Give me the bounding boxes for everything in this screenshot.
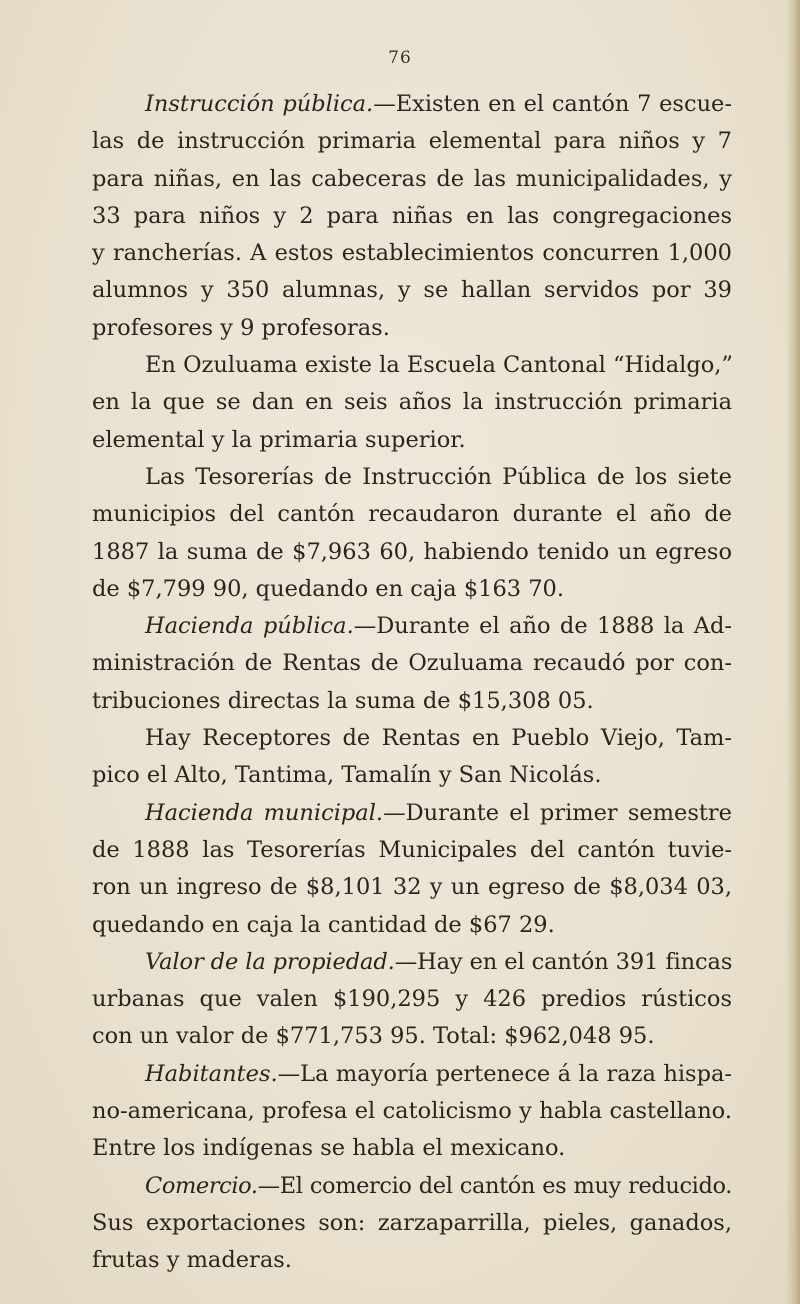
line-text: ron un ingreso de $8,101 32 y un egreso de $8,034 03, [92,874,732,901]
text-line [92,534,732,571]
line-text: 1887 la suma de $7,963 60, habiendo tenido un egreso [92,538,732,565]
line-text: —Durante el primer semestre [383,799,732,826]
text-line [92,1018,732,1055]
text-line [92,1242,732,1279]
section-heading: Habitantes. [145,1060,278,1087]
text-line [92,310,732,347]
page-number: 76 [388,48,412,68]
line-text: de 1888 las Tesorerías Municipales del cantón tuvie- [92,836,732,863]
text-line [92,832,732,869]
text-line [92,1056,732,1093]
text-line [92,86,732,123]
section-heading: Valor de la propiedad. [145,948,395,975]
line-text: profesores y 9 profesoras. [92,314,390,341]
line-text: frutas y maderas. [92,1247,292,1274]
text-line [92,235,732,272]
line-text: —La mayoría pertenece á la raza hispa- [277,1060,732,1087]
text-line [92,459,732,496]
line-text: municipios del cantón recaudaron durante el año de [92,501,732,528]
text-line [92,123,732,160]
section-heading: Hacienda pública. [145,613,354,640]
line-text: alumnos y 350 alumnas, y se hallan servidos por 39 [92,277,732,304]
line-text: quedando en caja la cantidad de $67 29. [92,911,555,938]
text-line [92,944,732,981]
text-line [92,571,732,608]
line-text: —Existen en el cantón 7 escue- [373,91,732,117]
text-line [92,496,732,533]
line-text: —El comercio del cantón es muy reducido. [257,1172,732,1199]
section-heading: Comercio. [145,1172,258,1199]
text-line [92,720,732,757]
text-line [92,645,732,682]
line-text: para niñas, en las cabeceras de las municipalidades, y [92,165,732,192]
text-line [92,1130,732,1167]
page-edge-shadow [786,0,800,1304]
line-text: en la que se dan en seis años la instrucción primaria [92,389,732,416]
body-text [92,86,732,1280]
line-text: Hay Receptores de Rentas en Pueblo Viejo, Tam- [145,725,732,752]
text-line [92,907,732,944]
line-text: Entre los indígenas se habla el mexicano. [92,1135,566,1162]
text-line [92,981,732,1018]
line-text: y rancherías. A estos establecimientos concurren 1,000 [92,240,732,267]
text-line [92,1093,732,1130]
line-text: —Durante el año de 1888 la Ad- [353,613,732,640]
line-text: 33 para niños y 2 para niñas en las congregaciones [92,202,732,229]
line-text: no-americana, profesa el catolicismo y habla castellano. [92,1098,732,1125]
line-text: Sus exportaciones son: zarzaparrilla, pieles, ganados, [92,1209,732,1236]
text-line [92,795,732,832]
section-heading: Instrucción pública. [145,91,374,117]
line-text: pico el Alto, Tantima, Tamalín y San Nicolás. [92,762,602,789]
text-line [92,384,732,421]
text-line [92,683,732,720]
line-text: Las Tesorerías de Instrucción Pública de los siete [145,463,732,490]
line-text: con un valor de $771,753 95. Total: $962,048 95. [92,1023,655,1050]
text-line [92,161,732,198]
text-line [92,422,732,459]
text-line [92,272,732,309]
text-line [92,347,732,384]
text-line [92,198,732,235]
line-text: En Ozuluama existe la Escuela Cantonal “Hidalgo,” [145,352,733,379]
line-text: —Hay en el cantón 391 fincas [394,948,733,975]
text-line [92,1168,732,1205]
line-text: ministración de Rentas de Ozuluama recaudó por con- [92,650,732,677]
section-heading: Hacienda municipal. [145,799,384,826]
line-text: tribuciones directas la suma de $15,308 05. [92,687,594,714]
line-text: elemental y la primaria superior. [92,426,466,453]
line-text: de $7,799 90, quedando en caja $163 70. [92,575,565,602]
text-line [92,757,732,794]
text-line [92,1205,732,1242]
text-line [92,869,732,906]
line-text: las de instrucción primaria elemental para niños y 7 [92,128,732,155]
line-text: urbanas que valen $190,295 y 426 predios rústicos [92,986,732,1013]
text-line [92,608,732,645]
